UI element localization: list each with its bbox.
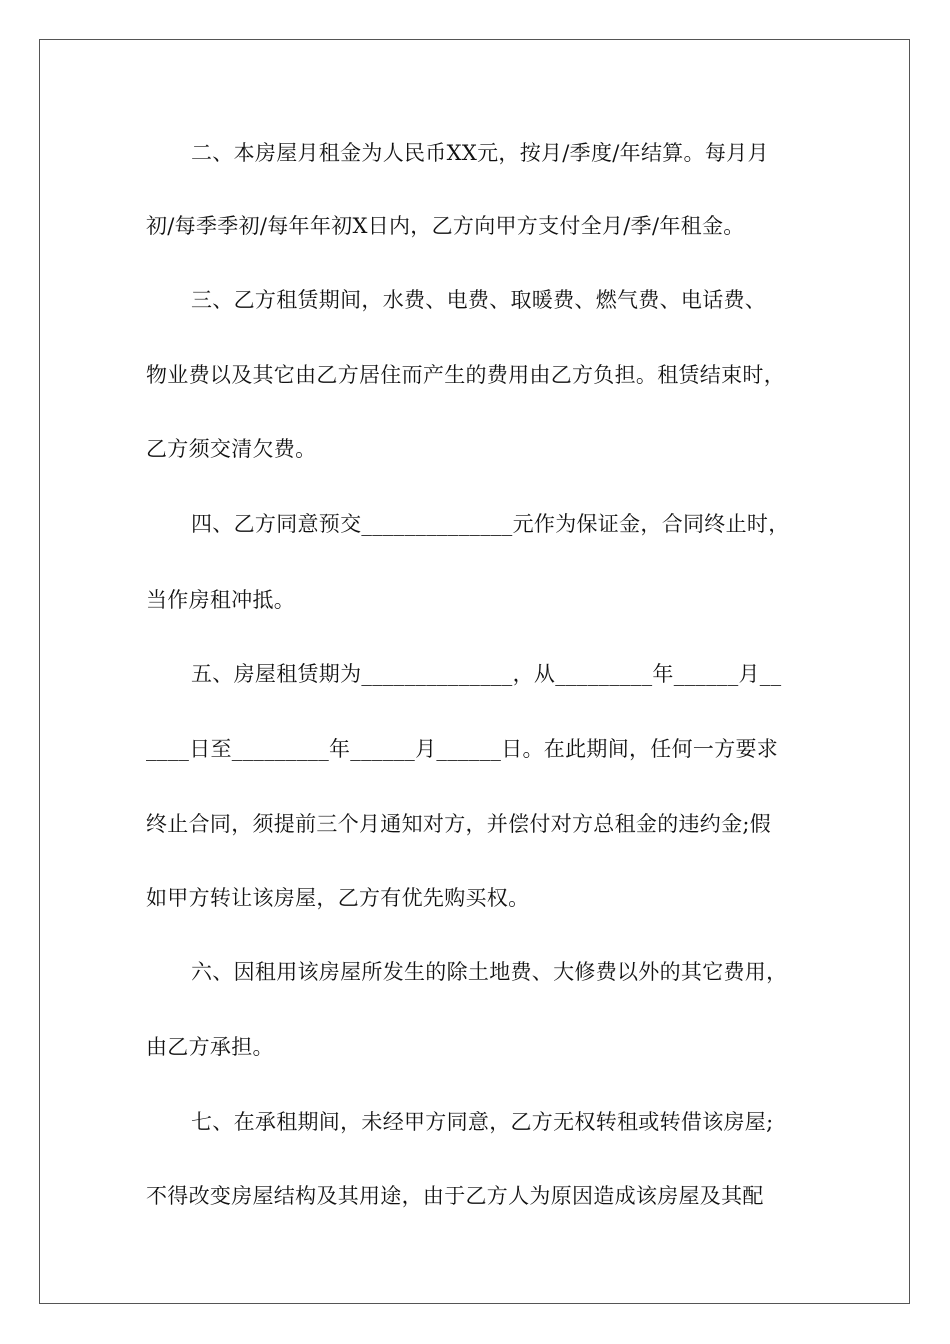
- clause-3-line-3: 乙方须交清欠费。: [146, 437, 317, 461]
- clause-7-line-1: 七、在承租期间，未经甲方同意，乙方无权转租或转借该房屋;: [191, 1110, 774, 1134]
- clause-2-line-1: 二、本房屋月租金为人民币XX元，按月/季度/年结算。每月月: [191, 141, 769, 165]
- clause-2-line-2: 初/每季季初/每年年初X日内，乙方向甲方支付全月/季/年租金。: [146, 214, 745, 238]
- clause-5-line-3: 终止合同，须提前三个月通知对方，并偿付对方总租金的违约金;假: [146, 812, 772, 836]
- clause-5-line-2: ____日至_________年______月______日。在此期间，任何一方要求: [146, 737, 779, 761]
- clause-5-line-4: 如甲方转让该房屋，乙方有优先购买权。: [146, 886, 530, 910]
- clause-4-line-2: 当作房租冲抵。: [146, 588, 296, 612]
- clause-7-line-2: 不得改变房屋结构及其用途，由于乙方人为原因造成该房屋及其配: [146, 1184, 764, 1208]
- clause-3-line-2: 物业费以及其它由乙方居住而产生的费用由乙方负担。租赁结束时，: [146, 363, 785, 387]
- clause-5-line-1: 五、房屋租赁期为______________，从_________年______月__: [191, 662, 782, 686]
- clause-3-line-1: 三、乙方租赁期间，水费、电费、取暖费、燃气费、电话费、: [191, 288, 767, 312]
- clause-6-line-1: 六、因租用该房屋所发生的除土地费、大修费以外的其它费用，: [191, 960, 788, 984]
- clause-6-line-2: 由乙方承担。: [146, 1035, 274, 1059]
- clause-4-line-1: 四、乙方同意预交______________元作为保证金，合同终止时，: [191, 512, 790, 536]
